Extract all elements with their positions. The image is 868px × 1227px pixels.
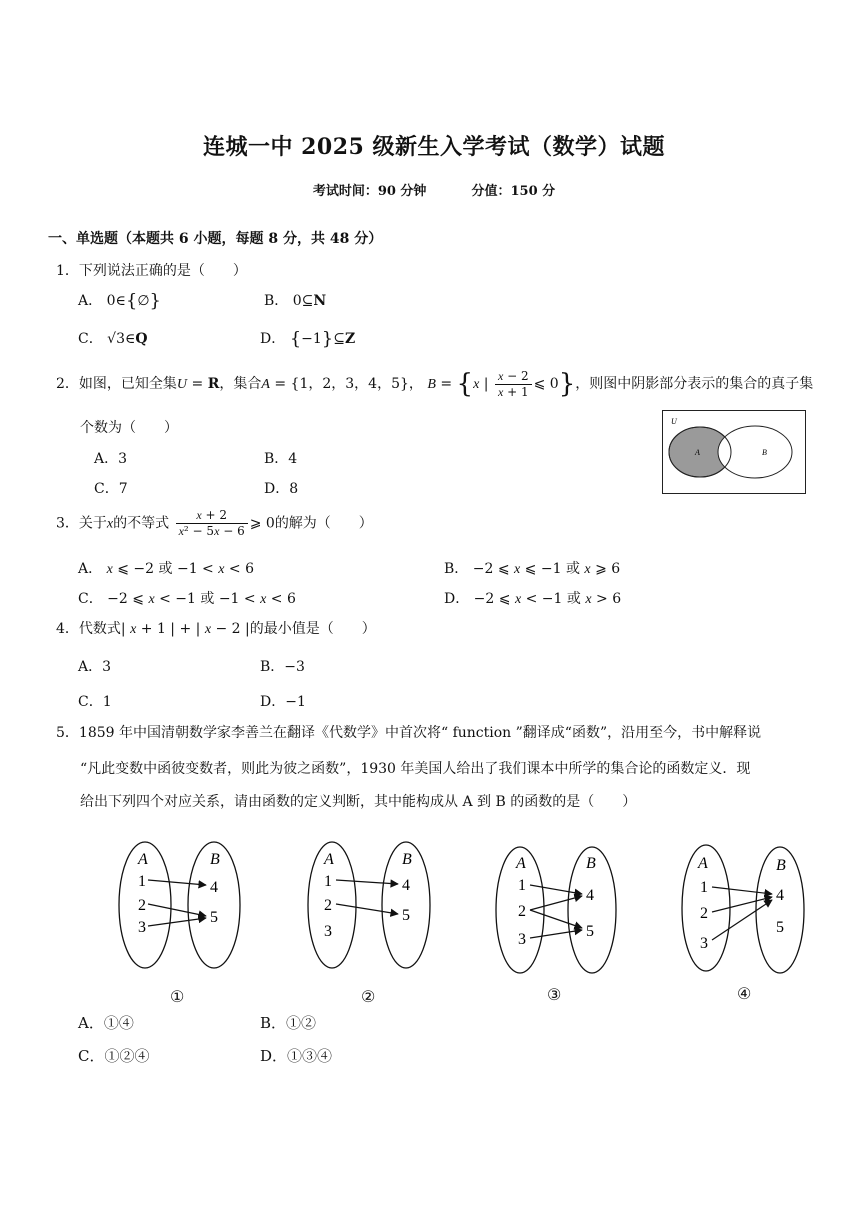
svg-text:2: 2	[518, 903, 526, 920]
q2-option-b: B．4	[264, 451, 298, 467]
svg-text:5: 5	[776, 919, 784, 936]
venn-label-u: U	[671, 417, 677, 426]
svg-text:5: 5	[586, 923, 594, 940]
diagram-label-4: ④	[737, 984, 752, 1003]
venn-label-a: A	[695, 448, 700, 457]
svg-text:5: 5	[210, 909, 218, 926]
q5-option-b: B．①②	[260, 1014, 317, 1032]
svg-text:2: 2	[138, 897, 146, 914]
q5-line2: “凡此变数中函彼变数者，则此为彼之函数”，1930 年美国人给出了我们课本中所学的集合论的函数定义．现	[80, 761, 751, 777]
q2-option-d: D．8	[264, 481, 299, 497]
q3-option-c: C． −2 ⩽ x < −1 或 −1 < x < 6	[78, 591, 296, 607]
mapping-diagram-4	[682, 845, 804, 973]
diagram-label-2: ②	[361, 987, 376, 1006]
q5-line1: 5．1859 年中国清朝数学家李善兰在翻译《代数学》中首次将“ function ”翻译成“函数”，沿用至今，书中解释说	[56, 725, 762, 741]
svg-text:2: 2	[324, 897, 332, 914]
exam-score: 分值：150 分	[471, 184, 556, 199]
svg-text:1: 1	[324, 873, 332, 890]
venn-label-b: B	[762, 448, 767, 457]
svg-text:A: A	[138, 851, 148, 868]
svg-text:3: 3	[324, 923, 332, 940]
q1-option-b: B． 0⊆N	[264, 293, 327, 309]
exam-title: 连城一中 2025 级新生入学考试（数学）试题	[202, 134, 666, 160]
diagram-label-1: ①	[170, 987, 185, 1006]
mapping-diagrams	[100, 830, 820, 1010]
mapping-diagram-2	[308, 842, 430, 968]
svg-text:3: 3	[518, 931, 526, 948]
q4-option-a: A．3	[78, 659, 112, 675]
svg-text:2: 2	[700, 905, 708, 922]
svg-text:1: 1	[700, 879, 708, 896]
q4-option-c: C．1	[78, 694, 112, 710]
svg-text:B: B	[402, 851, 412, 868]
diagram-label-3: ③	[547, 985, 562, 1004]
svg-text:4: 4	[210, 879, 218, 896]
exam-time: 考试时间：90 分钟	[312, 184, 427, 199]
q3-option-b: B． −2 ⩽ x ⩽ −1 或 x ⩾ 6	[444, 561, 621, 577]
svg-text:B: B	[776, 857, 786, 874]
q2-stem-line2: 个数为（ ）	[80, 420, 178, 436]
q2-stem: 2．如图，已知全集U = R，集合A = {1，2，3，4，5}， B = {x | $\frac{x - 2}{x + 1}$ ⩽ 0}，则图中阴影部分表示的集合的真子集	[56, 368, 814, 399]
q2-option-c: C．7	[94, 481, 128, 497]
q1-option-d: D． {−1}⊆Z	[260, 328, 356, 350]
svg-text:A: A	[698, 855, 708, 872]
svg-text:5: 5	[402, 907, 410, 924]
svg-text:1: 1	[138, 873, 146, 890]
q5-option-d: D．①③④	[260, 1047, 333, 1065]
svg-text:4: 4	[402, 877, 410, 894]
svg-text:A: A	[324, 851, 334, 868]
q4-stem: 4．代数式| x + 1 | + | x − 2 |的最小值是（ ）	[56, 621, 376, 637]
q1-option-a: A． 0∈{∅}	[78, 290, 161, 312]
svg-text:4: 4	[776, 887, 784, 904]
q4-option-d: D．−1	[260, 694, 306, 710]
svg-text:A: A	[516, 855, 526, 872]
mapping-diagram-1	[119, 842, 240, 968]
mapping-diagram-3	[496, 847, 616, 973]
exam-subtitle	[0, 180, 868, 199]
q3-option-a: A． x ⩽ −2 或 −1 < x < 6	[78, 561, 254, 577]
q5-option-a: A．①④	[78, 1014, 134, 1032]
venn-diagram	[662, 410, 806, 494]
q3-option-d: D． −2 ⩽ x < −1 或 x > 6	[444, 591, 622, 607]
svg-text:4: 4	[586, 887, 594, 904]
q4-option-b: B．−3	[260, 659, 305, 675]
q1-stem: 1．下列说法正确的是（ ）	[56, 263, 247, 279]
svg-text:3: 3	[700, 935, 708, 952]
svg-text:3: 3	[138, 919, 146, 936]
section-heading: 一、单选题（本题共 6 小题，每题 8 分，共 48 分）	[48, 231, 383, 247]
svg-text:1: 1	[518, 877, 526, 894]
q5-line3: 给出下列四个对应关系，请由函数的定义判断，其中能构成从 A 到 B 的函数的是（ ）	[80, 794, 637, 810]
q2-option-a: A．3	[94, 451, 128, 467]
q5-option-c: C．①②④	[78, 1047, 150, 1065]
svg-text:B: B	[210, 851, 220, 868]
q1-option-c: C． √3∈Q	[78, 331, 148, 347]
svg-text:B: B	[586, 855, 596, 872]
q3-stem: 3．关于x的不等式 $\frac{x + 2}{\text{x² − 5x − 6}}$ ⩾ 0的解为（ ）	[56, 508, 373, 538]
